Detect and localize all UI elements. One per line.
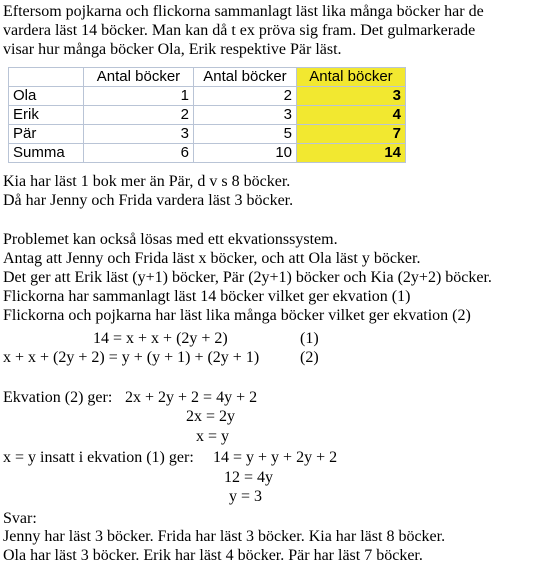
intro-line-3: visar hur många böcker Ola, Erik respektive Pär läst. [3, 41, 342, 58]
intro-line-2: vardera läst 14 böcker. Man kan då t ex pröva sig fram. Det gulmarkerade [3, 22, 476, 39]
table-row-sum [9, 144, 406, 163]
row-name: Ola [9, 87, 84, 106]
row-name: Pär [9, 125, 84, 144]
table-cell-highlighted: 7 [297, 125, 406, 144]
row-name: Summa [9, 144, 84, 163]
solution2-step-1: 2x + 2y + 2 = 4y + 2 [125, 389, 258, 406]
table-header-row [9, 68, 406, 87]
solution2-step-2: 2x = 2y [186, 408, 236, 425]
table-header-cell-highlighted: Antal böcker [297, 68, 406, 87]
table-header-cell [9, 68, 84, 87]
table-cell: 3 [84, 125, 194, 144]
table-row [9, 87, 406, 106]
table-cell: 10 [194, 144, 297, 163]
equation-1: 14 = x + x + (2y + 2) [93, 330, 228, 347]
answer-line-2: Ola har läst 3 böcker. Erik har läst 4 böcker. Pär har läst 7 böcker. [3, 547, 423, 564]
intro-line-1: Eftersom pojkarna och flickorna sammanlagt läst lika många böcker har de [3, 3, 484, 20]
equation-2-label: (2) [300, 349, 319, 366]
row-name: Erik [9, 106, 84, 125]
table-row [9, 125, 406, 144]
system-line-1: Problemet kan också lösas med ett ekvationssystem. [3, 231, 338, 248]
table-cell: 3 [194, 106, 297, 125]
table-cell: 2 [194, 87, 297, 106]
table-cell: 6 [84, 144, 194, 163]
table-header-cell: Antal böcker [194, 68, 297, 87]
table-cell: 2 [84, 106, 194, 125]
answer-line-1: Jenny har läst 3 böcker. Frida har läst 3 böcker. Kia har läst 8 böcker. [3, 528, 446, 545]
solution1-lead: x = y insatt i ekvation (1) ger: [3, 449, 198, 466]
table-cell-highlighted: 14 [297, 144, 406, 163]
after-table-line-1: Kia har läst 1 bok mer än Pär, d v s 8 böcker. [3, 173, 291, 190]
answer-heading: Svar: [3, 510, 37, 527]
solution1-step-3: y = 3 [229, 488, 263, 505]
equation-1-label: (1) [300, 330, 319, 347]
table-cell: 5 [194, 125, 297, 144]
table-cell-highlighted: 4 [297, 106, 406, 125]
table-cell: 1 [84, 87, 194, 106]
solution2-lead: Ekvation (2) ger: [3, 389, 117, 406]
system-line-2: Antag att Jenny och Frida läst x böcker, och att Ola läst y böcker. [3, 250, 421, 267]
solution1-step-2: 12 = 4y [224, 469, 274, 486]
system-line-4: Flickorna har sammanlagt läst 14 böcker vilket ger ekvation (1) [3, 288, 411, 305]
solution1-step-1: 14 = y + y + 2y + 2 [213, 449, 338, 466]
solution2-step-3: x = y [196, 428, 230, 445]
system-line-5: Flickorna och pojkarna har läst lika många böcker vilket ger ekvation (2) [3, 307, 471, 324]
table-header-cell: Antal böcker [84, 68, 194, 87]
table-cell-highlighted: 3 [297, 87, 406, 106]
equation-2: x + x + (2y + 2) = y + (y + 1) + (2y + 1) [3, 349, 260, 366]
after-table-line-2: Då har Jenny och Frida vardera läst 3 böcker. [3, 192, 294, 209]
system-line-3: Det ger att Erik läst (y+1) böcker, Pär (2y+1) böcker och Kia (2y+2) böcker. [3, 269, 492, 286]
table-row [9, 106, 406, 125]
books-table [8, 67, 406, 163]
